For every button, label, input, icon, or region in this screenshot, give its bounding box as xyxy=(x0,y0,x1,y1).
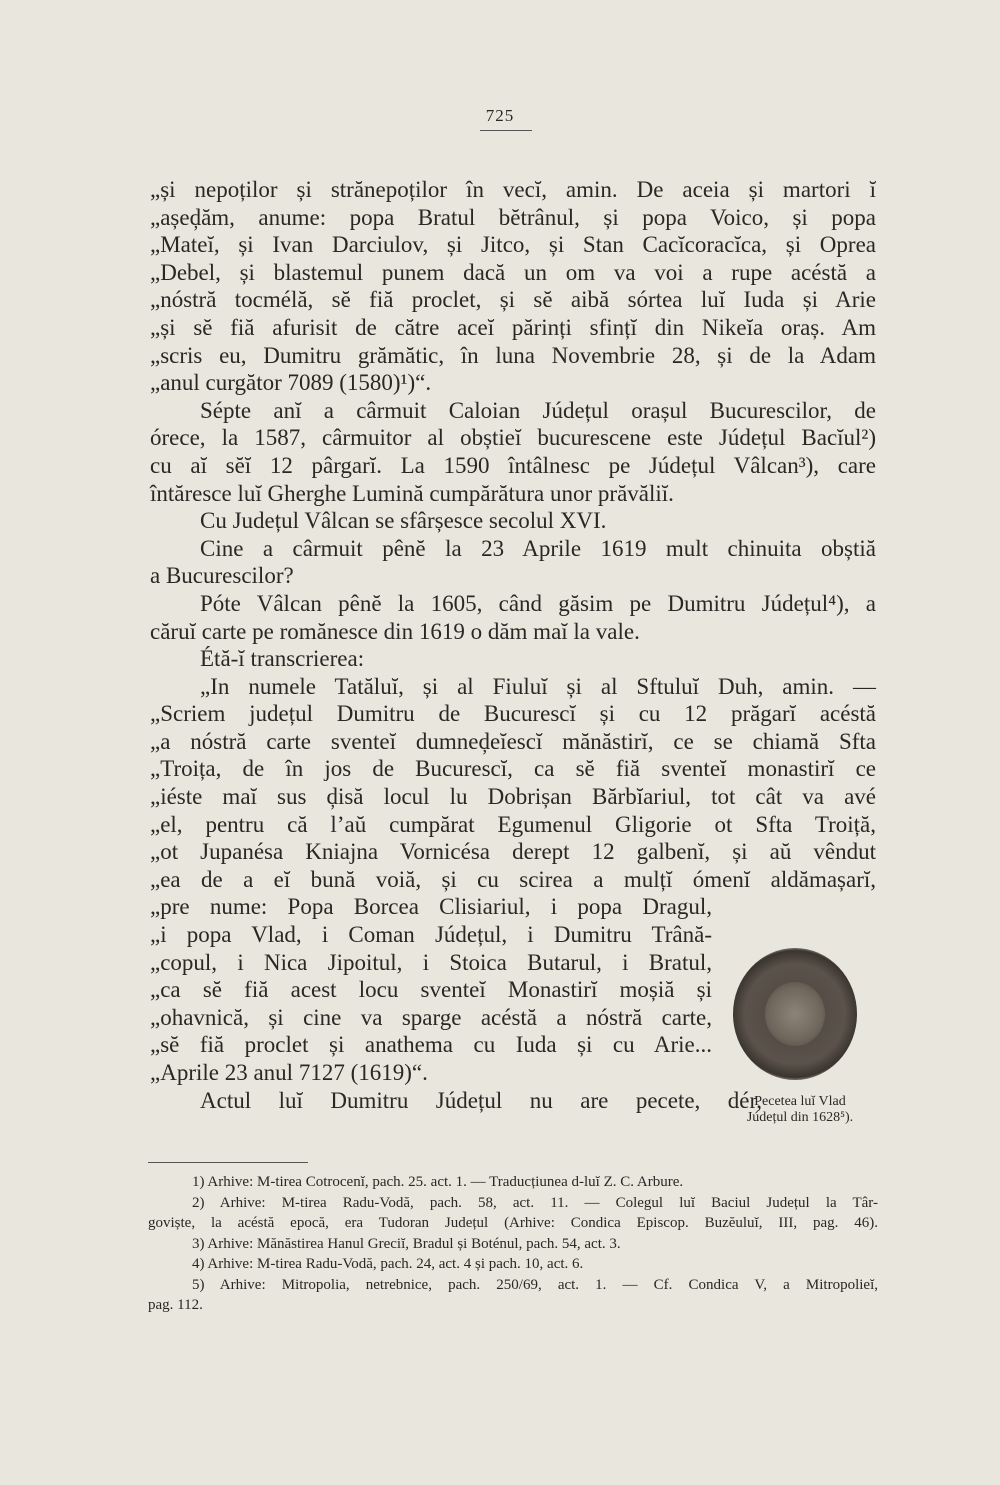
page-number-rule xyxy=(480,130,532,131)
page-number: 725 xyxy=(485,106,515,125)
text-line: „scris eu, Dumitru grămătic, în luna Novembrie 28, și de la Adam xyxy=(150,342,876,368)
text-line: căruĭ carte pe romănesce din 1619 o dăm maĭ la vale. xyxy=(150,618,640,644)
text-line: „Scriem județul Dumitru de Bucurescĭ și cu 12 prăgarĭ acéstă xyxy=(150,701,876,727)
text-line: „ca sĕ fiă acest locu sventeĭ Monastirĭ moșiă și xyxy=(150,977,712,1003)
text-line: „a nóstră carte sventeĭ dumneḑeĭescĭ mănăstirĭ, ce se chiamă Sfta xyxy=(150,728,876,754)
text-line: „Mateĭ, și Ivan Darciulov, și Jitco, și Stan Cacĭcoracĭca, și Oprea xyxy=(150,232,876,258)
text-line: „iéste maĭ sus ḑisă locul lu Dobrișan Bărbĭariul, tot cât va avé xyxy=(150,784,876,810)
text-line: cu aĭ sĕĭ 12 pârgarĭ. La 1590 întâlnesc pe Júdețul Vâlcan³), care xyxy=(150,452,876,478)
text-line: „anul curgător 7089 (1580)¹)“. xyxy=(150,370,432,396)
text-line: „ot Jupanésa Kniajna Vornicésa derept 12 galbenĭ, și aŭ vêndut xyxy=(150,839,876,865)
text-line: Actul luĭ Dumitru Júdețul nu are pecete, dér, xyxy=(200,1087,762,1113)
text-line: Cu Județul Vâlcan se sfârșesce secolul XVI. xyxy=(200,508,607,534)
text-line: Étă-ĭ transcrierea: xyxy=(200,646,365,672)
text-line: „și sĕ fiă afurisit de către aceĭ părinți sfințĭ din Nikeĭa oraș. Am xyxy=(150,314,876,340)
text-line: „i popa Vlad, i Coman Júdețul, i Dumitru Trână- xyxy=(150,922,712,948)
text-line: „In numele Tatăluĭ, și al Fiuluĭ și al Sftuluĭ Duh, amin. — xyxy=(200,673,876,699)
footnote: 2) Arhive: M-tirea Radu-Vodă, pach. 58, act. 11. — Colegul luĭ Baciul Județul la Târ- xyxy=(192,1194,878,1211)
text-line: „sĕ fiă proclet și anathema cu Iuda și cu Arie... xyxy=(150,1032,712,1058)
text-line: „Troița, de în jos de Bucurescĭ, ca sĕ fiă sventeĭ monastirĭ ce xyxy=(150,756,876,782)
text-line: „copul, i Nica Jipoitul, i Stoica Butarul, i Bratul, xyxy=(150,949,712,975)
footnote: 5) Arhive: Mitropolia, netrebnice, pach. 250/69, act. 1. — Cf. Condica V, a Mitropolieĭ, xyxy=(192,1276,878,1293)
seal-image xyxy=(733,948,857,1080)
footnote: pag. 112. xyxy=(148,1297,203,1313)
footnote: 3) Arhive: Mănăstirea Hanul Greciĭ, Bradul și Boténul, pach. 54, act. 3. xyxy=(192,1235,621,1252)
text-line: „și nepoților și strănepoților în vecĭ, amin. De aceia și martori ĭ xyxy=(150,177,876,202)
footnote: 4) Arhive: M-tirea Radu-Vodă, pach. 24, act. 4 și pach. 10, act. 6. xyxy=(192,1256,584,1272)
text-line: „Debel, și blastemul punem dacă un om va voi a rupe acéstă a xyxy=(150,259,876,285)
text-line: Sépte anĭ a cârmuit Caloian Júdețul orașul Bucurescilor, de xyxy=(200,397,876,423)
text-line: „așeḑăm, anume: popa Bratul bĕtrânul, și popa Voico, și popa xyxy=(150,204,876,230)
seal-center xyxy=(765,982,825,1046)
text-line: „nóstră tocmélă, sĕ fiă proclet, și sĕ aibă sórtea luĭ Iuda și Arie xyxy=(150,287,876,313)
seal-caption-line: Júdețul din 1628⁵). xyxy=(746,1110,854,1125)
text-line: a Bucurescilor? xyxy=(150,563,294,589)
footnote: goviște, la acéstă epocă, era Tudoran Județul (Arhive: Condica Episcop. Buzĕuluĭ, III, pag. 46). xyxy=(148,1215,878,1231)
text-line: Cine a cârmuit pênĕ la 23 Aprile 1619 mult chinuita obștiă xyxy=(200,535,876,561)
footnote: 1) Arhive: M-tirea Cotrocenĭ, pach. 25. act. 1. — Traducțiunea d-luĭ Z. C. Arbure. xyxy=(192,1174,684,1190)
text-line: „el, pentru că l’aŭ cumpărat Egumenul Gligorie ot Sfta Troiță, xyxy=(150,811,876,837)
text-line: „ea de a eĭ bună voiă, și cu scirea a mulțĭ ómenĭ aldămașarĭ, xyxy=(150,866,876,892)
text-line: órece, la 1587, cârmuitor al obștieĭ bucurescene este Júdețul Bacĭul²) xyxy=(150,425,876,451)
text-line: „ohavnică, și cine va sparge acéstă a nóstră carte, xyxy=(150,1004,712,1030)
footnote-rule xyxy=(148,1162,308,1163)
seal-figure xyxy=(715,948,885,1126)
text-line: „pre nume: Popa Borcea Clisiariul, i popa Dragul, xyxy=(150,894,712,920)
text-line: Póte Vâlcan pênĕ la 1605, când găsim pe Dumitru Júdețul⁴), a xyxy=(200,590,876,616)
text-line: „Aprile 23 anul 7127 (1619)“. xyxy=(150,1060,428,1085)
seal-caption xyxy=(715,1094,885,1126)
seal-caption-line: Pecetea luĭ Vlad xyxy=(754,1094,846,1109)
footnotes xyxy=(148,1172,878,1316)
text-line: întăresce luĭ Gherghe Lumină cumpărătura unor prăvăliĭ. xyxy=(150,480,674,506)
